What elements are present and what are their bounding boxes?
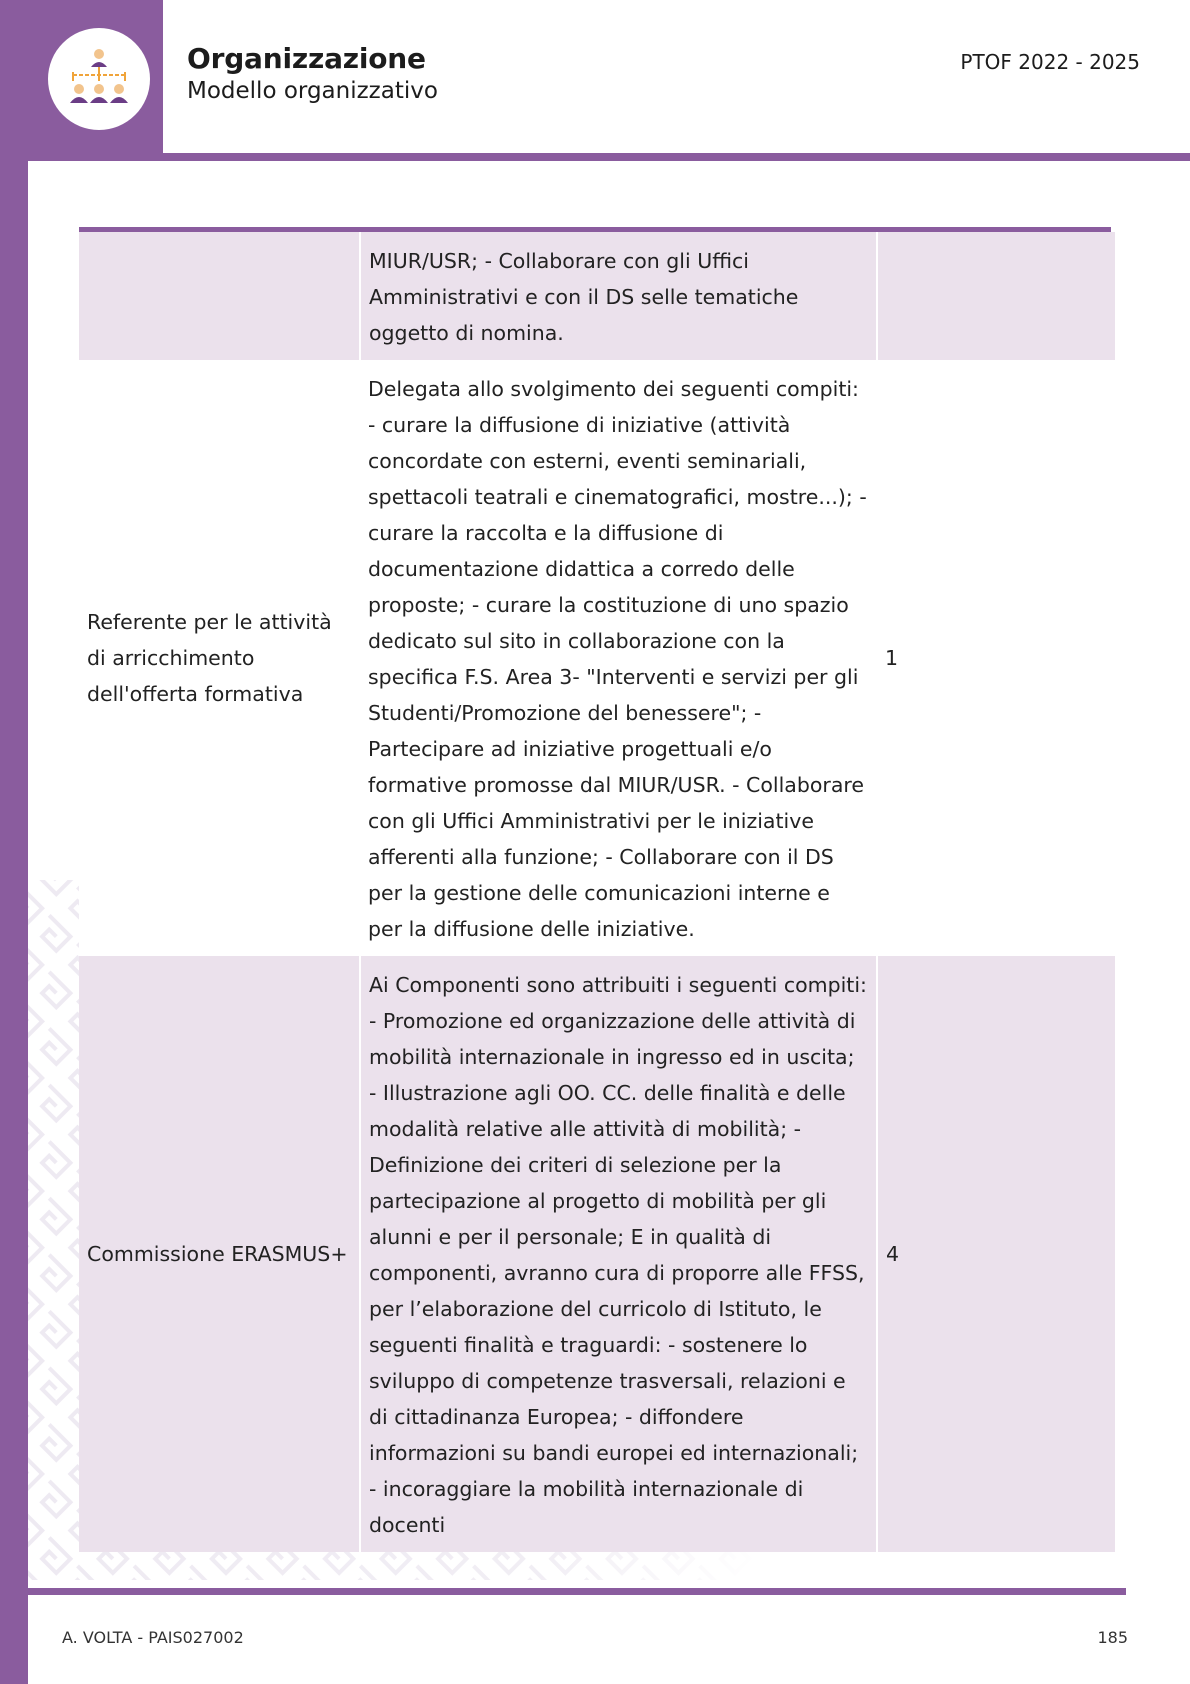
table-row [79,232,1115,360]
role-cell: Commissione ERASMUS+ [79,956,360,1552]
role-cell: Referente per le attività di arricchimento dell'offerta formativa [79,360,360,956]
header-divider [28,153,1190,161]
description-cell: Ai Componenti sono attribuiti i seguenti compiti: - Promozione ed organizzazione delle attività di mobilità internazionale in ingresso ed in uscita; - Illustrazione agli OO. CC. delle finalità e delle modalità relative alle attività di mobilità; - Definizione dei criteri di selezione per la partecipazione al progetto di mobilità per gli alunni e per il personale; E in qualità di componenti, avranno cura di proporre alle FFSS, per l’elaborazione del curricolo di Istituto, le seguenti finalità e traguardi: - sostenere lo sviluppo di competenze trasversali, relazioni e di cittadinanza Europea; - diffondere informazioni su bandi europei ed internazionali; - incoraggiare la mobilità internazionale di docenti [360,956,877,1552]
page-subtitle: Modello organizzativo [187,78,438,104]
count-cell: 4 [877,956,1115,1552]
page-title: Organizzazione [187,42,426,75]
table-row [79,956,1115,1552]
description-cell: MIUR/USR; - Collaborare con gli Uffici Amministrativi e con il DS selle tematiche oggetto di nomina. [360,232,877,360]
table-row [79,360,1115,956]
count-cell: 1 [877,360,1115,956]
description-cell: Delegata allo svolgimento dei seguenti compiti: - curare la diffusione di iniziative (attività concordate con esterni, eventi seminariali, spettacoli teatrali e cinematografici, mostre...); - curare la raccolta e la diffusione di documentazione didattica a corredo delle proposte; - curare la costituzione di uno spazio dedicato sul sito in collaborazione con la specifica F.S. Area 3- "Interventi e servizi per gli Studenti/Promozione del benessere"; - Partecipare ad iniziative progettuali e/o formative promosse dal MIUR/USR. - Collaborare con gli Uffici Amministrativi per le iniziative afferenti alla funzione; - Collaborare con il DS per la gestione delle comunicazioni interne e per la diffusione delle iniziative. [360,360,877,956]
left-accent-bar [0,0,28,1684]
count-cell [877,232,1115,360]
role-cell [79,232,360,360]
page-number: 185 [1097,1628,1128,1647]
footer-divider [28,1588,1126,1595]
org-chart-graphic [65,45,133,113]
organization-chart-icon [48,28,150,130]
footer-school-code: A. VOLTA - PAIS027002 [62,1628,244,1647]
organization-table [79,227,1111,1552]
document-label: PTOF 2022 - 2025 [960,50,1140,74]
